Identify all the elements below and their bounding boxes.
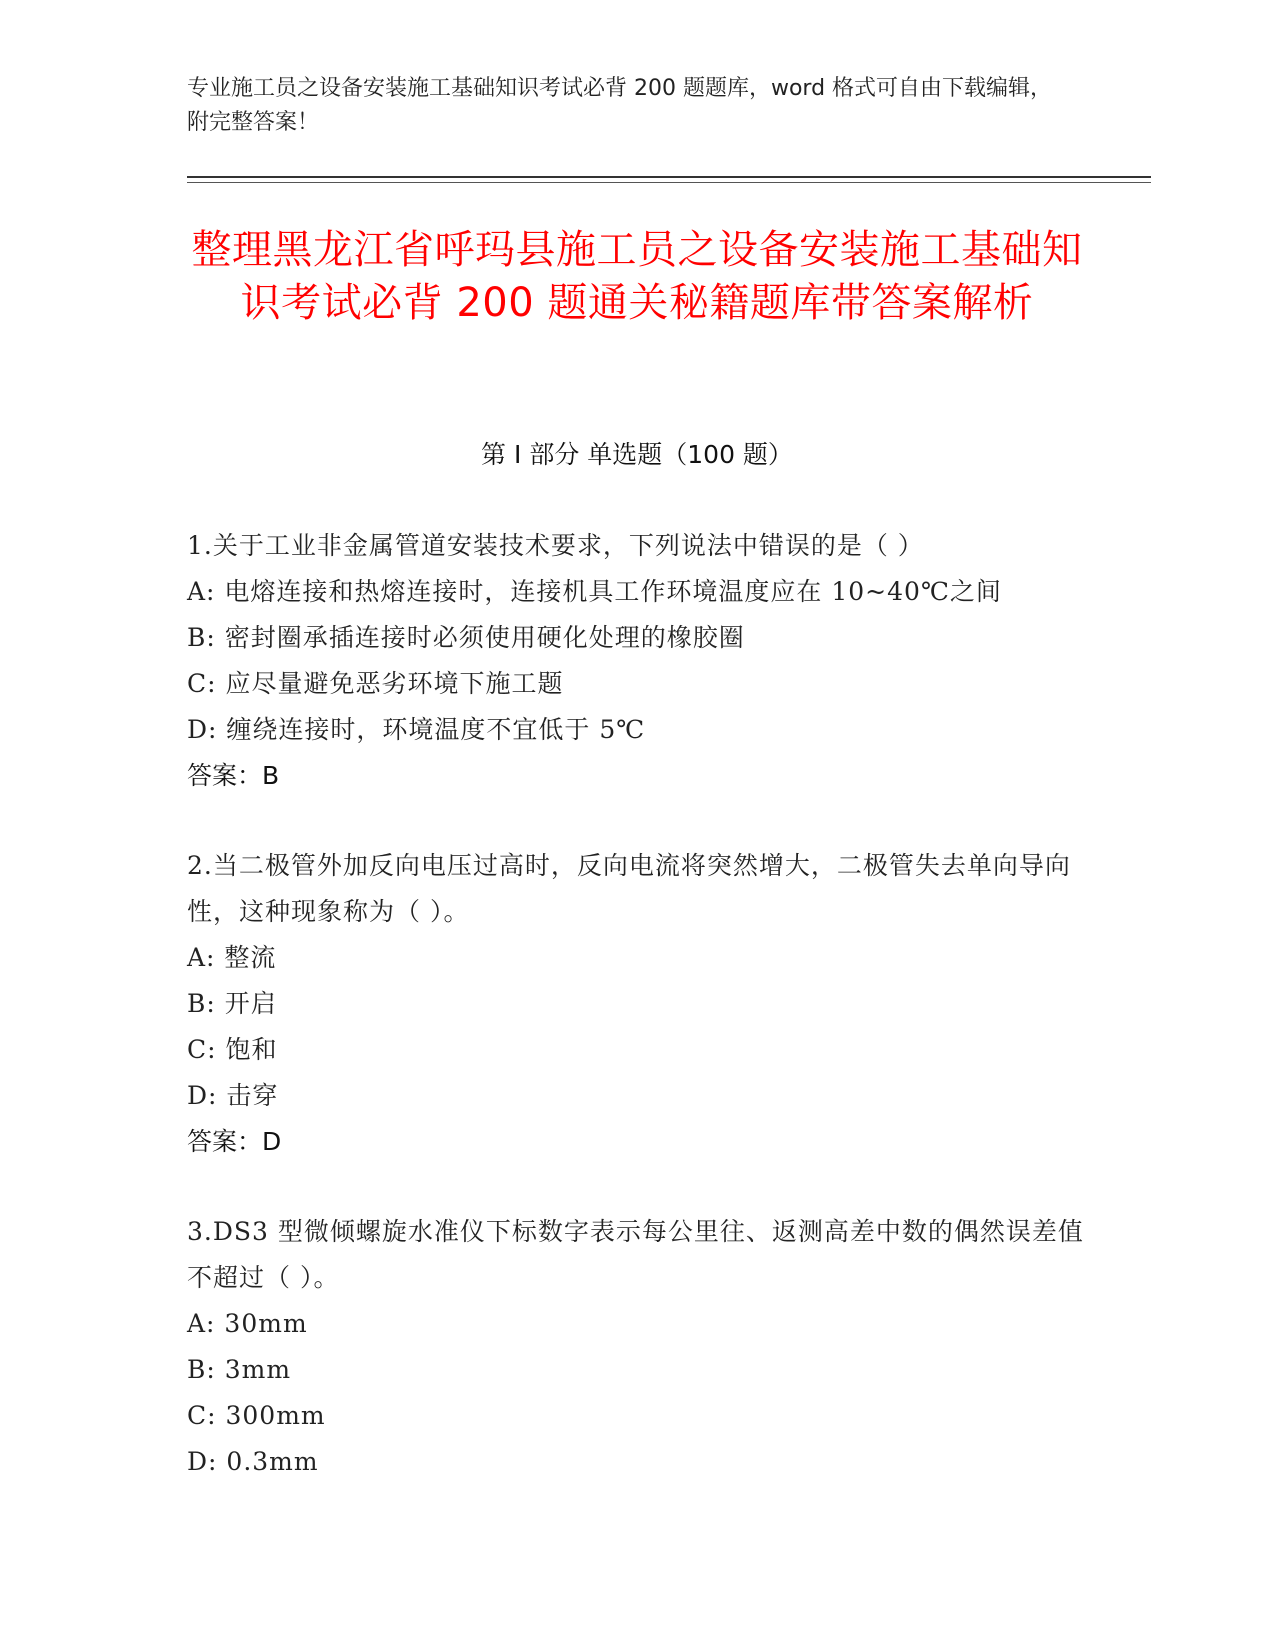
option-d: D: 0.3mm [187,1447,319,1476]
question-stem: 3.DS3 型微倾螺旋水准仪下标数字表示每公里往、返测高差中数的偶然误差值不超过（ ）。 [187,1217,1084,1292]
option-b: B: 开启 [187,989,277,1018]
option-a: A: 电熔连接和热熔连接时，连接机具工作环境温度应在 10~40℃之间 [187,577,1002,606]
header-divider [187,176,1151,178]
option-c: C: 300mm [187,1401,326,1430]
option-a: A: 30mm [187,1309,308,1338]
answer: 答案：B [187,761,280,790]
question-item [187,523,1087,799]
question-item [187,843,1087,1165]
question-stem: 1.关于工业非金属管道安装技术要求，下列说法中错误的是（ ） [187,531,924,560]
option-d: D: 缠绕连接时，环境温度不宜低于 5℃ [187,715,646,744]
option-a: A: 整流 [187,943,277,972]
header-note: 专业施工员之设备安装施工基础知识考试必背 200 题题库，word 格式可自由下载编辑，附完整答案！ [187,76,1053,135]
option-c: C: 饱和 [187,1035,278,1064]
question-stem: 2.当二极管外加反向电压过高时，反向电流将突然增大，二极管失去单向导向性，这种现象称为（ ）。 [187,851,1071,926]
question-item [187,1209,1087,1485]
option-b: B: 密封圈承插连接时必须使用硬化处理的橡胶圈 [187,623,745,652]
option-c: C: 应尽量避免恶劣环境下施工题 [187,669,564,698]
question-list [187,523,1087,1529]
section-heading: 第 I 部分 单选题（100 题） [481,440,793,469]
answer: 答案：D [187,1127,282,1156]
option-d: D: 击穿 [187,1081,279,1110]
document-title: 整理黑龙江省呼玛县施工员之设备安装施工基础知识考试必背 200 题通关秘籍题库带答案解析 [191,227,1083,326]
header-divider-thin [187,182,1151,183]
option-b: B: 3mm [187,1355,292,1384]
